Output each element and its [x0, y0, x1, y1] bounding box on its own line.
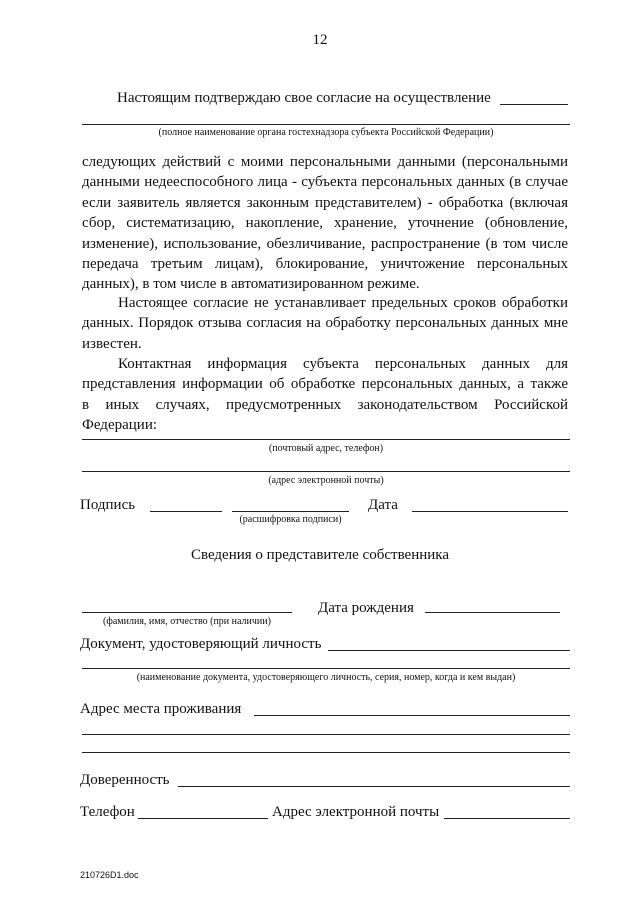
org-name-line[interactable]: [82, 124, 570, 125]
fio-caption: (фамилия, имя, отчество (при наличии): [103, 616, 271, 627]
consent-paragraph-3: [82, 354, 568, 436]
postal-address-line[interactable]: [82, 439, 570, 440]
phone-label: Телефон: [80, 804, 135, 820]
address-line-2[interactable]: [82, 734, 570, 735]
consent-lead: Настоящим подтверждаю свое согласие на осуществление: [117, 90, 491, 106]
id-doc-caption: (наименование документа, удостоверяющего личность, серия, номер, когда и кем выдан): [136, 672, 516, 683]
para1-line: данных), в том числе в автоматизированном режиме.: [82, 276, 420, 293]
para3-line: Федерации:: [82, 417, 158, 434]
para1-line: данными недееспособного лица - субъекта персональных данных (в случае: [82, 174, 568, 191]
signature-line[interactable]: [150, 511, 222, 512]
fio-line[interactable]: [82, 612, 292, 613]
email-line[interactable]: [82, 471, 570, 472]
address-line-3[interactable]: [82, 752, 570, 753]
address-label: Адрес места проживания: [80, 701, 242, 717]
para1-line: сбор, систематизацию, накопление, хранение, уточнение (обновление,: [82, 215, 568, 232]
representative-heading: Сведения о представителе собственника: [190, 547, 450, 563]
org-caption: (полное наименование органа гостехнадзора субъекта Российской Федерации): [158, 127, 494, 138]
decode-caption: (расшифровка подписи): [239, 514, 342, 525]
para1-line: если заявитель является законным представителем) - обработка (включая: [82, 194, 568, 211]
phone-line[interactable]: [138, 818, 268, 819]
id-doc-details-line[interactable]: [82, 668, 570, 669]
page-number: 12: [312, 32, 328, 48]
para3-line: Контактная информация субъекта персональных данных для: [118, 356, 568, 372]
para1-line: следующих действий с моими персональными данными (персональными: [82, 154, 568, 170]
proxy-line[interactable]: [178, 786, 570, 787]
date-label: Дата: [368, 497, 398, 513]
birth-date-label: Дата рождения: [318, 600, 414, 616]
rep-email-line[interactable]: [444, 818, 570, 819]
footer-filename: 210726D1.doc: [80, 870, 139, 880]
proxy-label: Доверенность: [80, 772, 170, 788]
para1-line: изменение), использование, обезличивание, распространение (в том числе: [82, 235, 568, 252]
para3-line: в иных случаях, предусмотренных законодательством Российской: [82, 396, 568, 413]
signature-label: Подпись: [80, 497, 136, 513]
address-line-1[interactable]: [254, 715, 570, 716]
email-caption: (адрес электронной почты): [268, 475, 384, 486]
id-doc-label: Документ, удостоверяющий личность: [80, 636, 322, 652]
consent-paragraph-1: [82, 152, 568, 295]
rep-email-label: Адрес электронной почты: [272, 804, 440, 820]
birth-date-line[interactable]: [425, 612, 560, 613]
para3-line: представления информации об обработке персональных данных, а также: [82, 376, 568, 393]
signature-decode-line[interactable]: [232, 511, 349, 512]
org-blank-short[interactable]: [500, 104, 568, 105]
date-line[interactable]: [412, 511, 568, 512]
postal-caption: (почтовый адрес, телефон): [268, 443, 384, 454]
id-doc-line[interactable]: [328, 650, 570, 651]
para1-line: передача третьим лицам), блокирование, уничтожение персональных: [82, 256, 568, 273]
consent-paragraph-2: Настоящее согласие не устанавливает предельных сроков обработки данных. Порядок отзыва согласия на обработку персональных данных мне известен.: [82, 295, 568, 352]
